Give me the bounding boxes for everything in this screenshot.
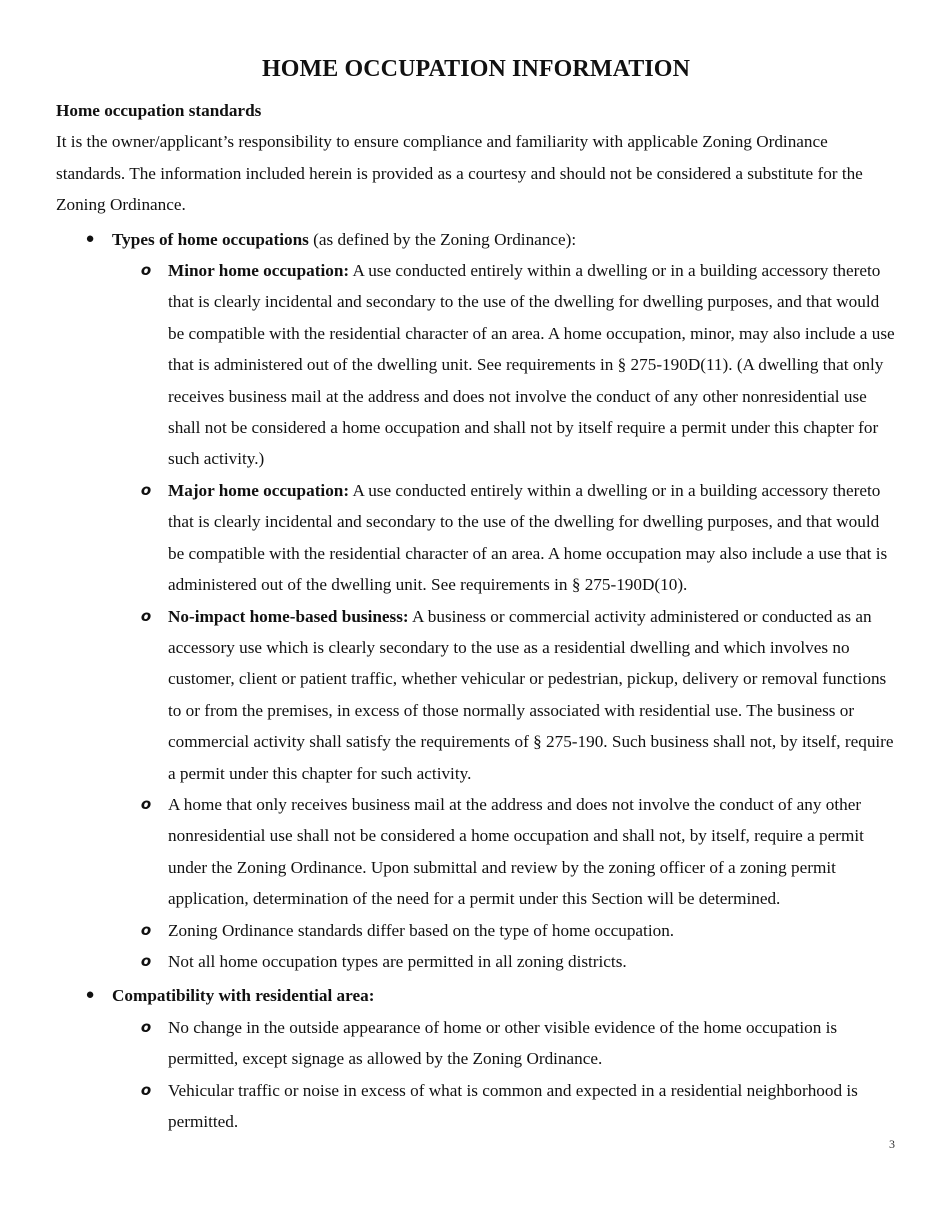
circle-bullet-icon: o	[140, 1017, 152, 1036]
item-text: A home that only receives business mail at the address and does not involve the conduct of any other nonresidential use shall not be considered a home occupation and shall not, by itself, require a permit under the Zoning Ordinance. Upon submittal and review by the zoning officer of a zoning permit application, determination of the need for a permit under this Section will be determined.	[168, 794, 864, 909]
section-heading: Home occupation standards	[56, 101, 262, 120]
item-text: Not all home occupation types are permitted in all zoning districts.	[168, 951, 627, 971]
item-label: Major home occupation:	[168, 480, 350, 500]
list-item-standards-differ	[112, 915, 896, 946]
circle-bullet-icon: o	[140, 794, 152, 813]
bullet-dot-icon: ●	[85, 987, 95, 1004]
intro-paragraph: It is the owner/applicant’s responsibility to ensure compliance and familiarity with applicable Zoning Ordinance standards. The information included herein is provided as a courtesy and should not be considered a substitute for the Zoning Ordinance.	[56, 132, 863, 215]
list-item-major-home-occupation	[112, 475, 896, 601]
list-item-vehicular-traffic	[112, 1075, 896, 1138]
bullet-text: (as defined by the Zoning Ordinance):	[308, 229, 577, 249]
item-text: No change in the outside appearance of home or other visible evidence of the home occupation is permitted, except signage as allowed by the Zoning Ordinance.	[168, 1017, 838, 1069]
item-label: Minor home occupation:	[168, 261, 350, 281]
bullet-dot-icon: ●	[85, 230, 95, 247]
circle-bullet-icon: o	[140, 920, 152, 939]
list-item-no-impact-business	[112, 601, 896, 789]
list-item-minor-home-occupation	[112, 255, 896, 475]
circle-bullet-icon: o	[140, 261, 152, 280]
list-item-outside-appearance	[112, 1012, 896, 1075]
item-text: Vehicular traffic or noise in excess of what is common and expected in a residential neighborhood is permitted.	[168, 1080, 858, 1131]
item-text: Zoning Ordinance standards differ based on the type of home occupation.	[168, 920, 675, 940]
item-text: A business or commercial activity administered or conducted as an accessory use which is clearly secondary to the use as a residential dwelling and which involves no customer, client or patient traffic, whether vehicular or pedestrian, pickup, delivery or removal functions to or from the premises, in excess of those normally associated with residential use. The business or commercial activity shall satisfy the requirements of § 275-190. Such business shall not, by itself, require a permit under this chapter for such activity.	[168, 606, 894, 783]
bullet-types-of-home-occupations	[56, 224, 896, 978]
circle-bullet-icon: o	[140, 606, 152, 625]
circle-bullet-icon: o	[140, 1080, 152, 1099]
circle-bullet-icon: o	[140, 480, 152, 499]
page-title: HOME OCCUPATION INFORMATION	[261, 56, 691, 82]
circle-bullet-icon: o	[140, 951, 152, 970]
item-text: A use conducted entirely within a dwelling or in a building accessory thereto that is clearly incidental and secondary to the use of the dwelling for dwelling purposes, and that would be compatible with the residential character of an area. A home occupation, minor, may also include a use that is administered out of the dwelling unit. See requirements in § 275-190D(11). (A dwelling that only receives business mail at the address and does not involve the conduct of any other nonresidential use shall not be considered a home occupation and shall not by itself require a permit under this chapter for such activity.)	[168, 261, 895, 469]
bullet-label: Compatibility with residential area:	[112, 986, 375, 1006]
document-page	[56, 52, 896, 1137]
page-number: 3	[889, 1137, 895, 1151]
bullet-label: Types of home occupations	[112, 229, 309, 249]
list-item-not-all-permitted	[112, 946, 896, 977]
item-label: No-impact home-based business:	[168, 606, 409, 626]
bullet-compatibility	[56, 980, 896, 1137]
sub-list	[112, 255, 896, 977]
list-item-business-mail	[112, 789, 896, 915]
sub-list	[112, 1012, 896, 1138]
item-text: A use conducted entirely within a dwelling or in a building accessory thereto that is clearly incidental and secondary to the use of the dwelling for dwelling purposes, and that would be compatible with the residential character of an area. A home occupation may also include a use that is administered out of the dwelling unit. See requirements in § 275-190D(10).	[168, 480, 888, 595]
bullet-list	[56, 224, 896, 1138]
